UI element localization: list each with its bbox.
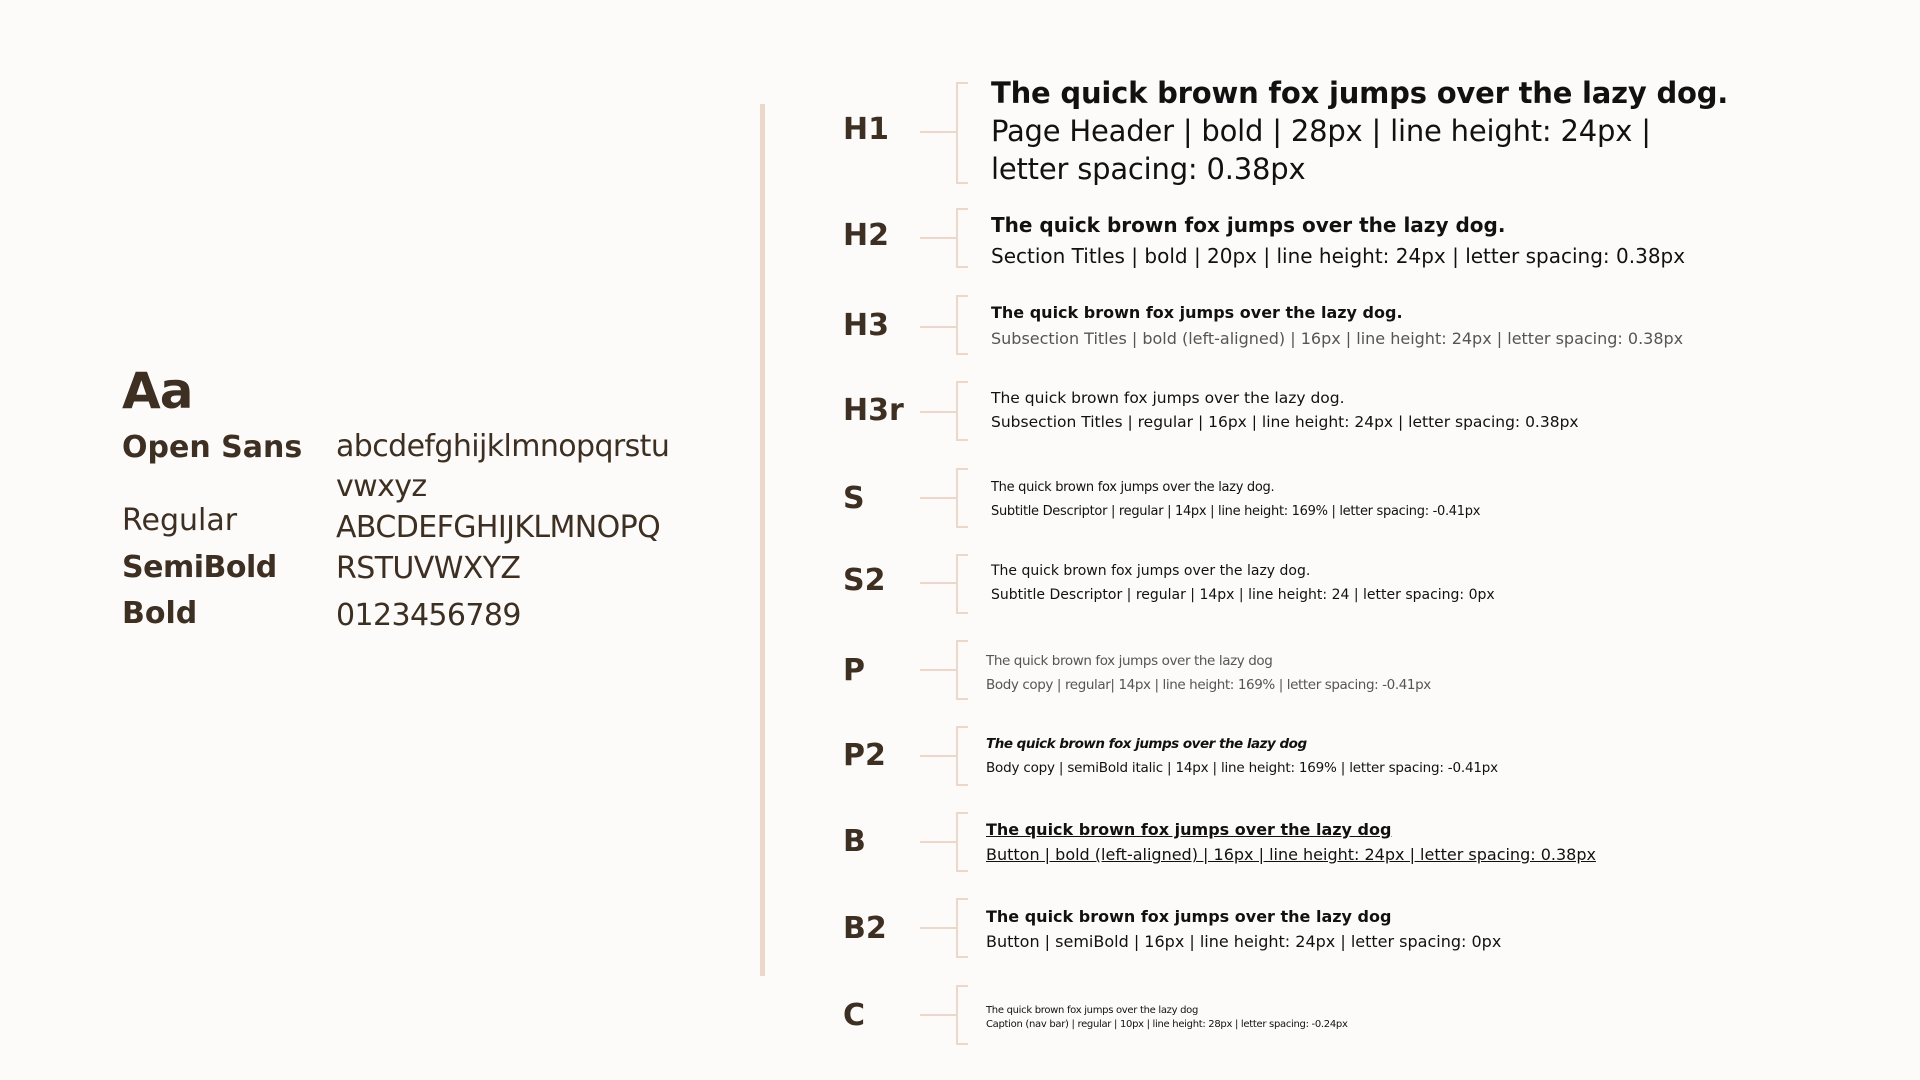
glyphs-digits: 0123456789 [336,598,521,633]
bracket [956,812,968,872]
style-sample-h1: The quick brown fox jumps over the lazy dog. [991,76,1729,110]
bracket [956,985,968,1045]
font-sample-aa: Aa [122,362,193,420]
style-label-b2: B2 [843,911,887,946]
style-sample-b2: The quick brown fox jumps over the lazy dog [986,907,1392,926]
style-spec-h2: Section Titles | bold | 20px | line height: 24px | letter spacing: 0.38px [991,244,1686,268]
connector-line [920,237,956,239]
bracket [956,898,968,958]
glyphs-uppercase-2: RSTUVWXYZ [336,551,521,586]
bracket [956,468,968,528]
bracket [956,82,968,184]
connector-line [920,841,956,843]
glyphs-uppercase-1: ABCDEFGHIJKLMNOPQ [336,510,661,545]
style-label-h3r: H3r [843,393,904,428]
style-sample-h3: The quick brown fox jumps over the lazy dog. [991,303,1403,322]
style-sample-h2: The quick brown fox jumps over the lazy dog. [991,213,1506,237]
bracket [956,554,968,614]
style-sample-c: The quick brown fox jumps over the lazy dog [986,1005,1199,1016]
style-sample-s2: The quick brown fox jumps over the lazy dog. [991,563,1311,579]
style-label-p: P [843,653,865,688]
connector-line [920,582,956,584]
bracket [956,295,968,355]
style-label-s: S [843,481,865,516]
style-label-p2: P2 [843,738,886,773]
connector-line [920,411,956,413]
style-label-h1: H1 [843,112,889,147]
bracket [956,208,968,268]
style-spec-s2: Subtitle Descriptor | regular | 14px | line height: 24 | letter spacing: 0px [991,587,1495,603]
glyphs-lowercase-2: vwxyz [336,469,427,504]
connector-line [920,1014,956,1016]
style-label-b: B [843,824,866,859]
bracket [956,640,968,700]
style-label-h3: H3 [843,308,889,343]
connector-line [920,669,956,671]
style-sample-b: The quick brown fox jumps over the lazy dog [986,820,1392,839]
style-spec-b2: Button | semiBold | 16px | line height: 24px | letter spacing: 0px [986,932,1502,951]
style-spec-c: Caption (nav bar) | regular | 10px | line height: 28px | letter spacing: -0.24px [986,1019,1348,1030]
style-sample-s: The quick brown fox jumps over the lazy dog. [991,480,1275,495]
glyphs-lowercase-1: abcdefghijklmnopqrstu [336,429,670,464]
style-spec-h3: Subsection Titles | bold (left-aligned) | 16px | line height: 24px | letter spacing: 0.38px [991,329,1684,348]
connector-line [920,326,956,328]
vertical-divider [760,104,765,976]
style-label-s2: S2 [843,563,886,598]
style-sample-p2: The quick brown fox jumps over the lazy dog [986,736,1307,752]
style-spec-h3r: Subsection Titles | regular | 16px | line height: 24px | letter spacing: 0.38px [991,413,1579,431]
bracket [956,381,968,441]
connector-line [920,497,956,499]
style-spec-h1: Page Header | bold | 28px | line height: 24px | letter spacing: 0.38px [991,114,1651,186]
weight-regular: Regular [122,503,238,538]
connector-line [920,131,956,133]
connector-line [920,755,956,757]
weight-semibold: SemiBold [122,550,277,585]
style-sample-h3r: The quick brown fox jumps over the lazy dog. [991,389,1345,407]
weight-bold: Bold [122,596,198,631]
font-family-panel [0,0,760,1080]
style-spec-b: Button | bold (left-aligned) | 16px | line height: 24px | letter spacing: 0.38px [986,845,1596,864]
font-family-name: Open Sans [122,430,303,465]
style-spec-s: Subtitle Descriptor | regular | 14px | line height: 169% | letter spacing: -0.41px [991,504,1481,519]
style-spec-p2: Body copy | semiBold italic | 14px | line height: 169% | letter spacing: -0.41px [986,760,1498,776]
connector-line [920,927,956,929]
style-sample-p: The quick brown fox jumps over the lazy dog [986,653,1273,669]
bracket [956,726,968,786]
style-label-c: C [843,998,866,1033]
style-label-h2: H2 [843,218,889,253]
style-spec-p: Body copy | regular| 14px | line height: 169% | letter spacing: -0.41px [986,677,1431,693]
